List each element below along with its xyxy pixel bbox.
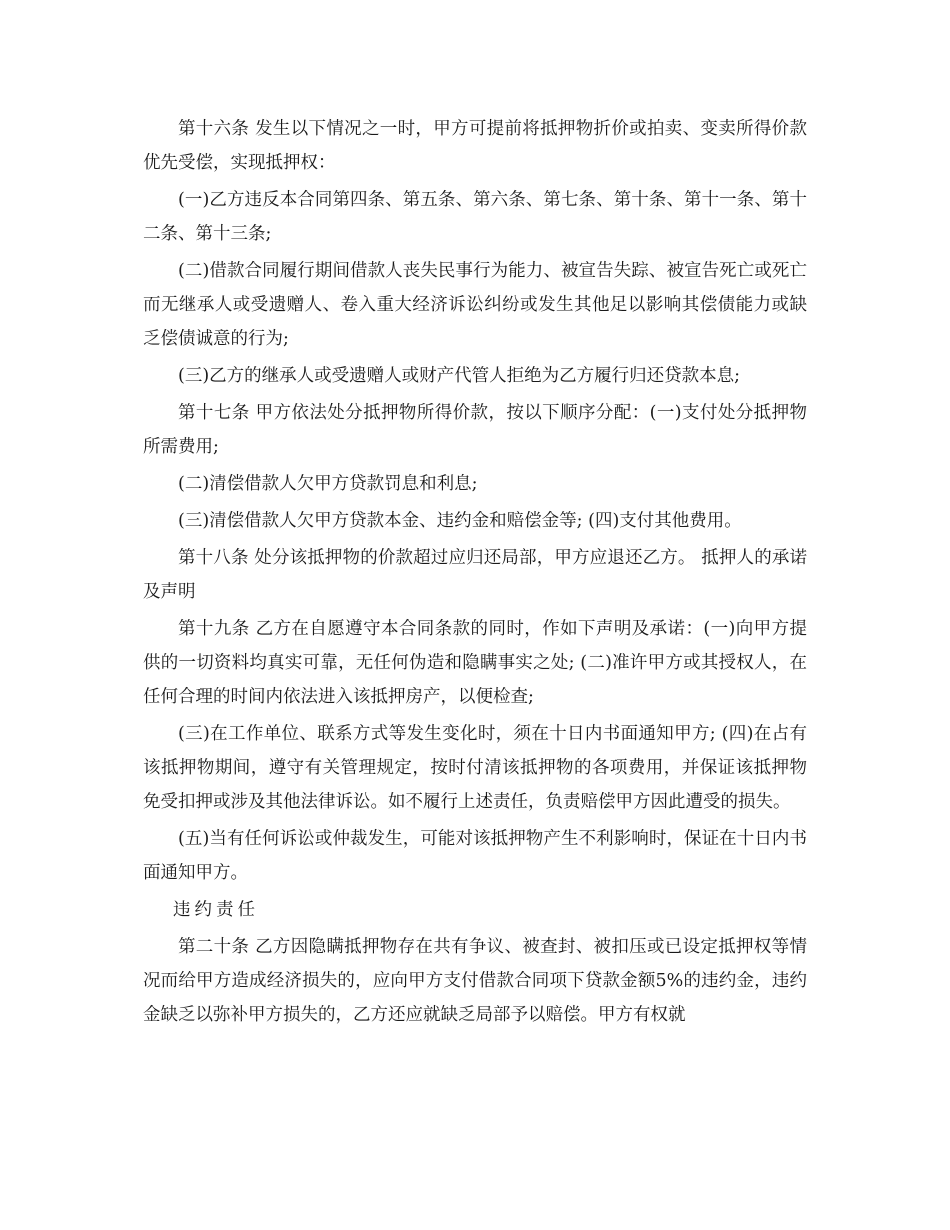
- paragraph-clause-1: (一)乙方违反本合同第四条、第五条、第六条、第七条、第十条、第十一条、第十二条、第十三条;: [143, 190, 807, 244]
- paragraph-article-17-clause-2: (二)清偿借款人欠甲方贷款罚息和利息;: [178, 474, 478, 494]
- paragraph-article-19: 第十九条 乙方在自愿遵守本合同条款的同时，作如下声明及承诺：(一)向甲方提供的一切资料均真实可靠，无任何伪造和隐瞒事实之处; (二)准许甲方或其授权人，在任何合理的时间内依法进入该抵押房产，以便检查;: [143, 619, 807, 707]
- paragraph-article-16: 第十六条 发生以下情况之一时，甲方可提前将抵押物折价或拍卖、变卖所得价款优先受偿，实现抵押权：: [143, 119, 807, 173]
- paragraph-article-20: 第二十条 乙方因隐瞒抵押物存在共有争议、被查封、被扣压或已设定抵押权等情况而给甲方造成经济损失的，应向甲方支付借款合同项下贷款金额5%的违约金，违约金缺乏以弥补甲方损失的，乙方还应就缺乏局部予以赔偿。甲方有权就: [143, 937, 807, 1025]
- document-body: [143, 112, 807, 1035]
- paragraph-article-19-clause-3-4: (三)在工作单位、联系方式等发生变化时，须在十日内书面通知甲方; (四)在占有该抵押物期间，遵守有关管理规定，按时付清该抵押物的各项费用，并保证该抵押物免受扣押或涉及其他法律诉讼。如不履行上述责任，负责赔偿甲方因此遭受的损失。: [143, 724, 807, 812]
- paragraph-article-19-clause-5: (五)当有任何诉讼或仲裁发生，可能对该抵押物产生不利影响时，保证在十日内书面通知甲方。: [143, 829, 807, 883]
- paragraph-article-17-clause-3: (三)清偿借款人欠甲方贷款本金、违约金和赔偿金等; (四)支付其他费用。: [178, 511, 742, 531]
- section-heading: 违约责任: [173, 900, 259, 920]
- paragraph-article-18: 第十八条 处分该抵押物的价款超过应归还局部，甲方应退还乙方。 抵押人的承诺及声明: [143, 548, 807, 602]
- paragraph-clause-2: (二)借款合同履行期间借款人丧失民事行为能力、被宣告失踪、被宣告死亡或死亡而无继承人或受遗赠人、卷入重大经济诉讼纠纷或发生其他足以影响其偿债能力或缺乏偿债诚意的行为;: [143, 261, 807, 349]
- paragraph-clause-3: (三)乙方的继承人或受遗赠人或财产代管人拒绝为乙方履行归还贷款本息;: [178, 366, 741, 386]
- paragraph-article-17: 第十七条 甲方依法处分抵押物所得价款，按以下顺序分配：(一)支付处分抵押物所需费用;: [143, 403, 807, 457]
